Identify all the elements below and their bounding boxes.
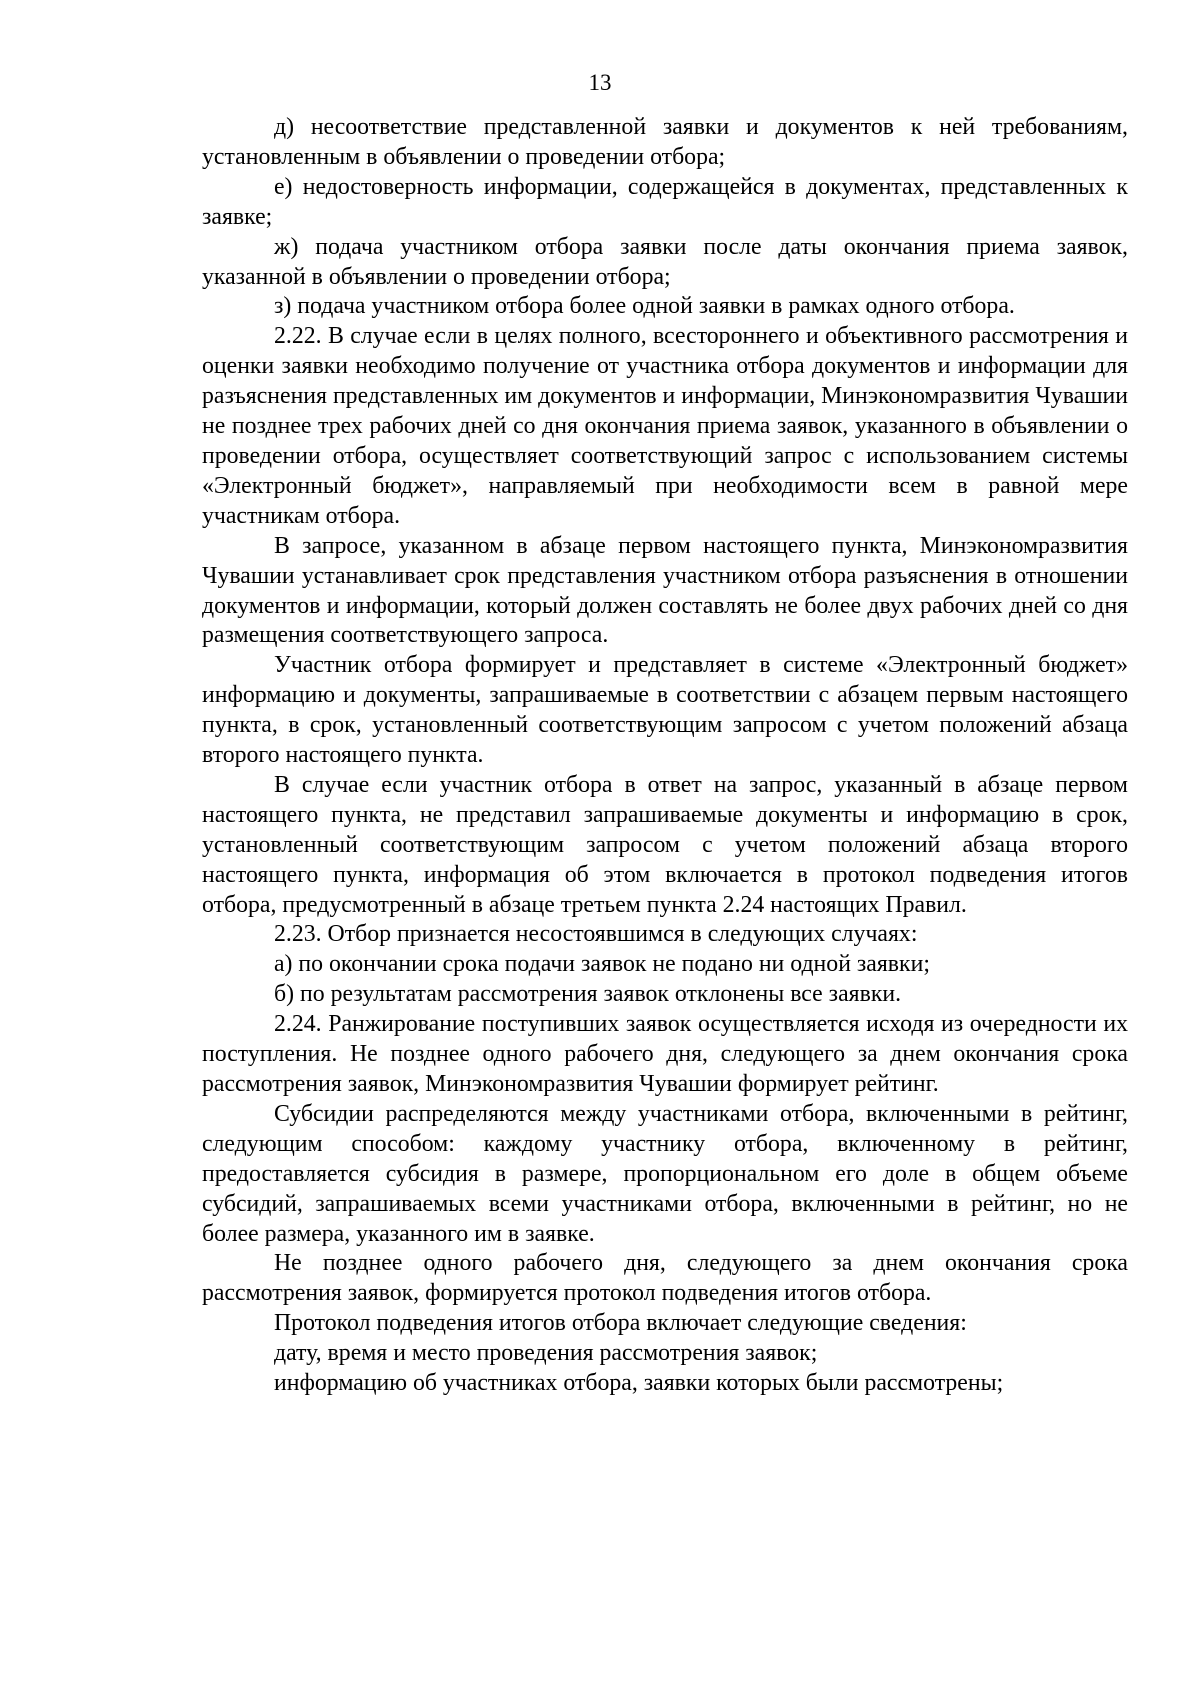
paragraph-protocol-contents: Протокол подведения итогов отбора включает следующие сведения: — [274, 1310, 967, 1337]
paragraph-protocol-date-time: дату, время и место проведения рассмотрения заявок; — [274, 1340, 818, 1367]
paragraph-protocol-participants: информацию об участниках отбора, заявки которых были рассмотрены; — [274, 1370, 1004, 1397]
paragraph-2-22-no-response: В случае если участник отбора в ответ на запрос, указанный в абзаце первом настоящего пункта, не представил запрашиваемые документы и информацию в срок, установленный соответствующим запросом с учетом положений абзаца второго настоящего пункта, информация об этом включается в протокол подведения итогов отбора, предусмотренный в абзаце третьем пункта 2.24 настоящих Правил. — [202, 771, 1128, 918]
paragraph-item-z: з) подача участником отбора более одной заявки в рамках одного отбора. — [274, 293, 1015, 320]
document-body — [202, 113, 1128, 1399]
paragraph-section-2-23: 2.23. Отбор признается несостоявшимся в следующих случаях: — [274, 921, 918, 948]
paragraph-item-zh: ж) подача участником отбора заявки после даты окончания приема заявок, указанной в объявлении о проведении отбора; — [202, 233, 1128, 290]
paragraph-protocol-deadline: Не позднее одного рабочего дня, следующего за днем окончания срока рассмотрения заявок, формируется протокол подведения итогов отбора. — [202, 1250, 1128, 1307]
paragraph-section-2-22: 2.22. В случае если в целях полного, всестороннего и объективного рассмотрения и оценки заявки необходимо получение от участника отбора документов и информации для разъяснения представленных им документов и информации, Минэкономразвития Чувашии не позднее трех рабочих дней со дня окончания приема заявок, указанного в объявлении о проведении отбора, осуществляет соответствующий запрос с использованием системы «Электронный бюджет», направляемый при необходимости всем в равной мере участникам отбора. — [202, 323, 1128, 529]
paragraph-section-2-24: 2.24. Ранжирование поступивших заявок осуществляется исходя из очередности их поступления. Не позднее одного рабочего дня, следующего за днем окончания срока рассмотрения заявок, Минэкономразвития Чувашии формирует рейтинг. — [202, 1011, 1128, 1097]
paragraph-subsidy-distribution: Субсидии распределяются между участниками отбора, включенными в рейтинг, следующим способом: каждому участнику отбора, включенному в рейтинг, предоставляется субсидия в размере, пропорциональном его доле в общем объеме субсидий, запрашиваемых всеми участниками отбора, включенными в рейтинг, но не более размера, указанного им в заявке. — [202, 1100, 1128, 1247]
paragraph-2-22-participant-response: Участник отбора формирует и представляет в системе «Электронный бюджет» информацию и документы, запрашиваемые в соответствии с абзацем первым настоящего пункта, в срок, установленный соответствующим запросом с учетом положений абзаца второго настоящего пункта. — [202, 652, 1128, 769]
paragraph-item-d: д) несоответствие представленной заявки и документов к ней требованиям, установленным в объявлении о проведении отбора; — [202, 114, 1128, 170]
paragraph-item-a: а) по окончании срока подачи заявок не подано ни одной заявки; — [274, 951, 930, 978]
paragraph-item-b: б) по результатам рассмотрения заявок отклонены все заявки. — [274, 981, 902, 1008]
paragraph-item-e: е) недостоверность информации, содержащейся в документах, представленных к заявке; — [202, 173, 1128, 230]
page-number: 13 — [588, 70, 612, 95]
paragraph-2-22-request-deadline: В запросе, указанном в абзаце первом настоящего пункта, Минэкономразвития Чувашии устанавливает срок представления участником отбора разъяснения в отношении документов и информации, который должен составлять не более двух рабочих дней со дня размещения соответствующего запроса. — [202, 532, 1128, 649]
